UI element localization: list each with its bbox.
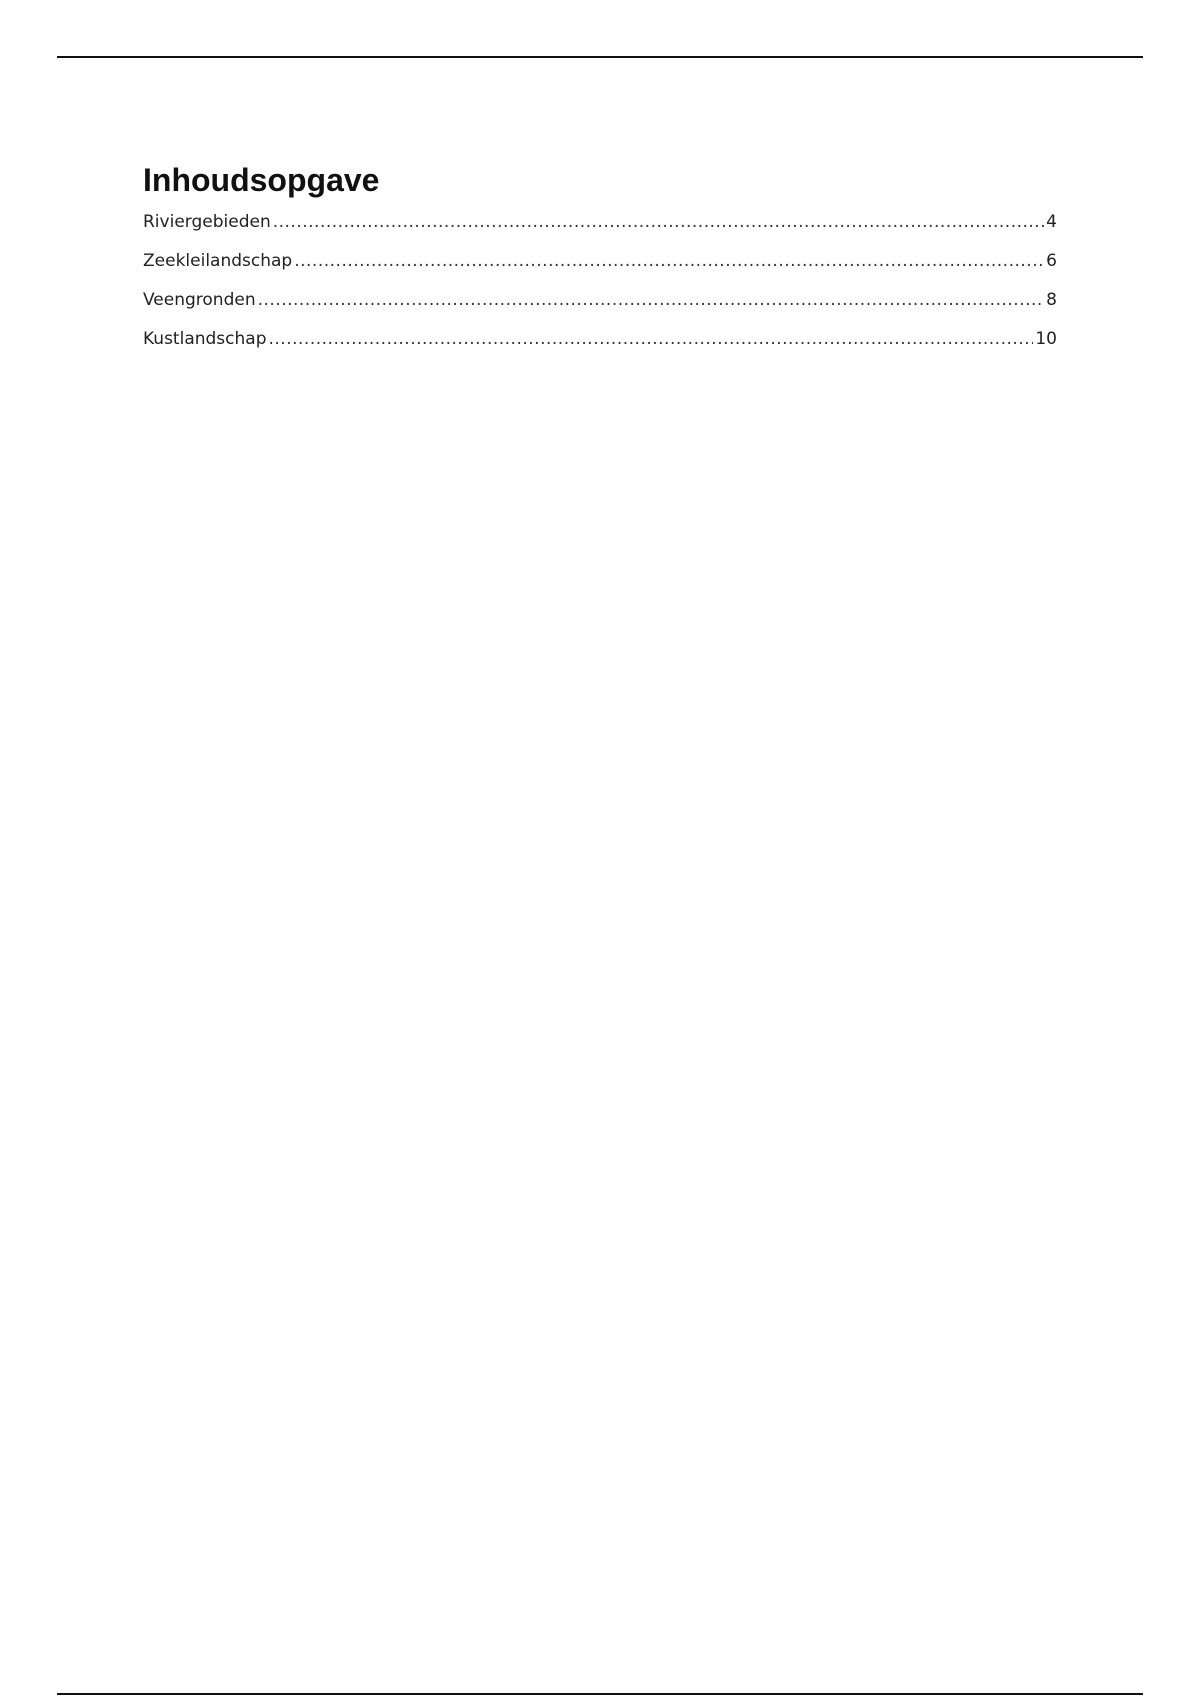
toc-entry-label: Veengronden — [143, 290, 256, 310]
toc-title: Inhoudsopgave — [143, 162, 380, 198]
footer-rule — [57, 1693, 1143, 1695]
toc-dot-leader — [258, 288, 1045, 312]
toc-entry-page: 4 — [1046, 212, 1057, 232]
table-of-contents — [143, 160, 1057, 366]
toc-entry-page: 6 — [1046, 251, 1057, 271]
toc-entry-label: Riviergebieden — [143, 212, 271, 232]
toc-entry-kustlandschap[interactable] — [143, 327, 1057, 351]
toc-entry-label: Kustlandschap — [143, 329, 267, 349]
toc-dot-leader — [273, 210, 1044, 234]
toc-entry-page: 10 — [1035, 329, 1057, 349]
toc-entry-veengronden[interactable] — [143, 288, 1057, 312]
toc-dot-leader — [269, 327, 1034, 351]
toc-entry-zeekleilandschap[interactable] — [143, 249, 1057, 273]
toc-entry-riviergebieden[interactable] — [143, 210, 1057, 234]
toc-entry-label: Zeekleilandschap — [143, 251, 293, 271]
header-rule — [57, 56, 1143, 58]
toc-dot-leader — [294, 249, 1044, 273]
toc-entry-page: 8 — [1046, 290, 1057, 310]
